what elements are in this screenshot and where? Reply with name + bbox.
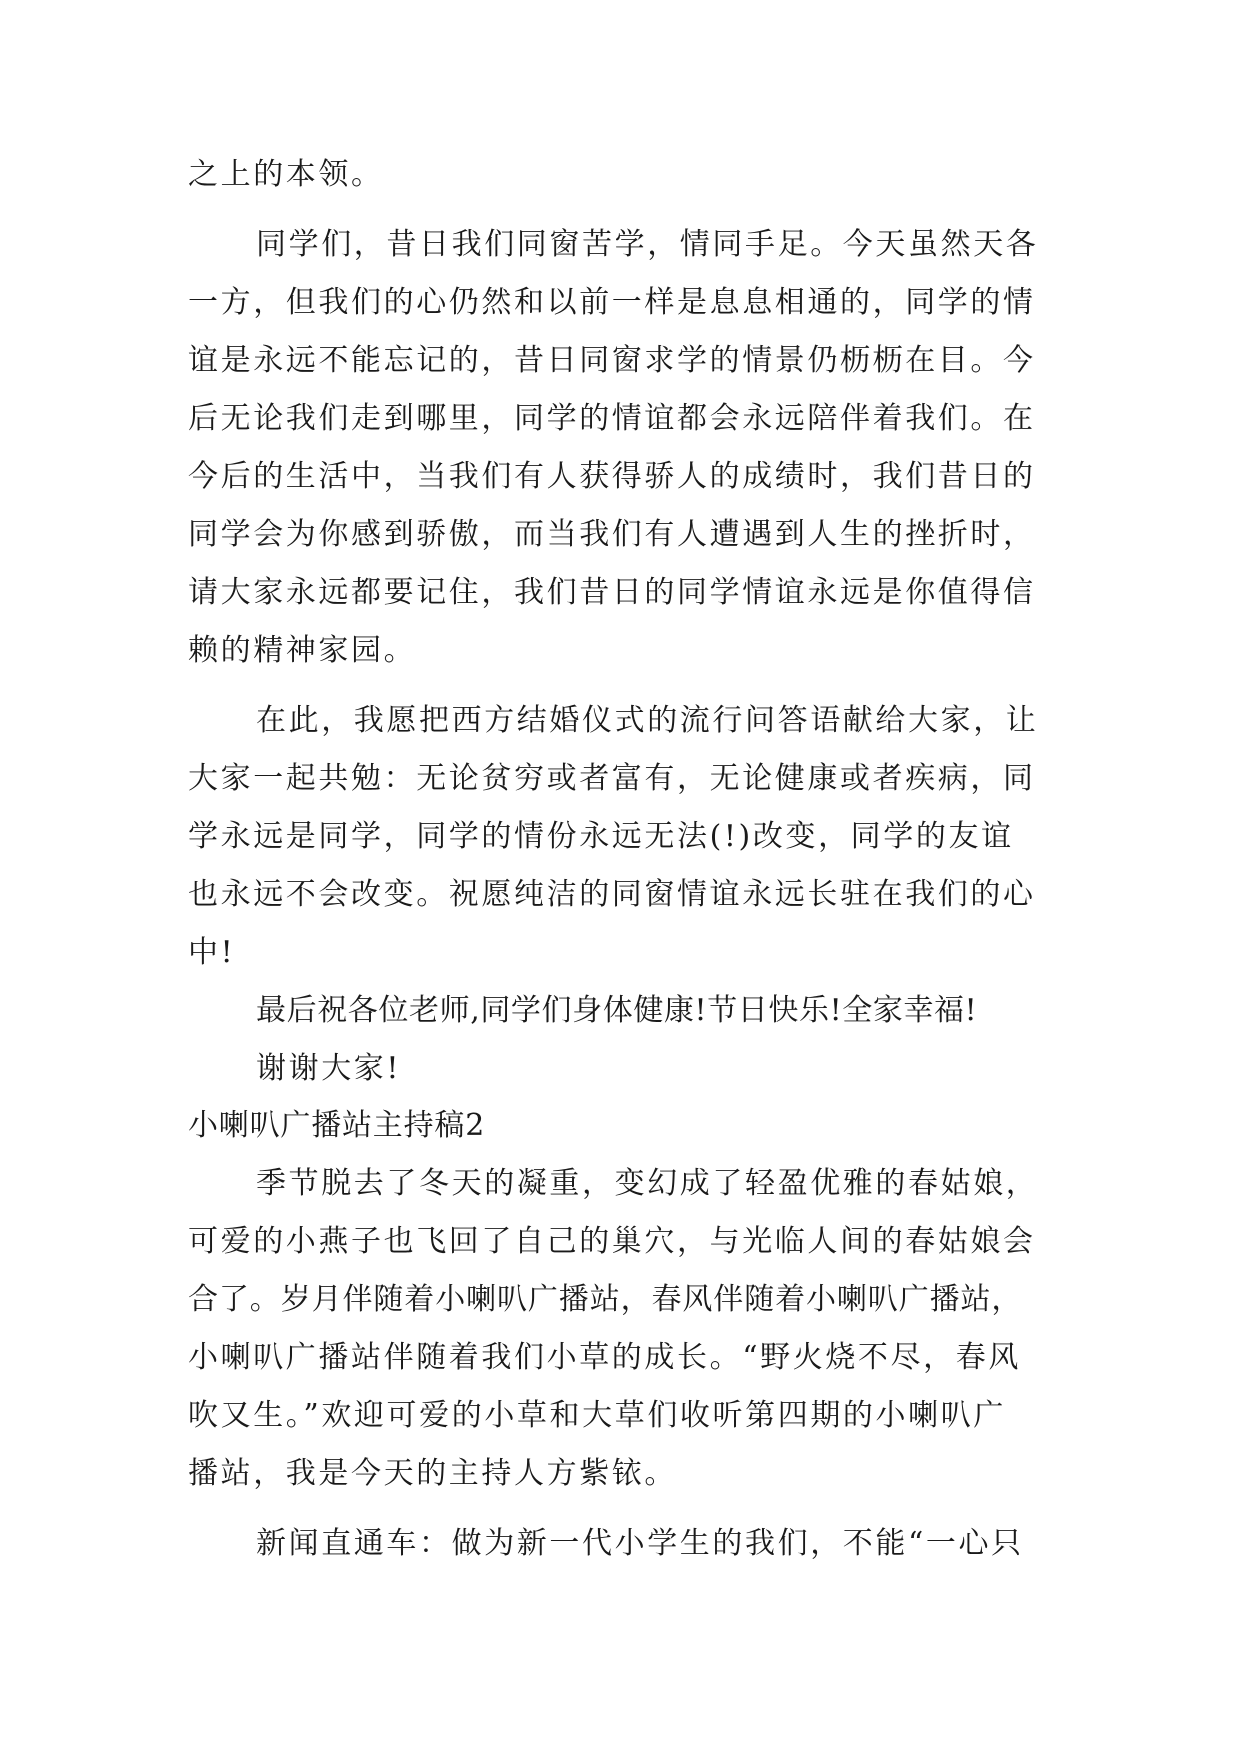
paragraph-line: 吹又生。”欢迎可爱的小草和大草们收听第四期的小喇叭广	[188, 1398, 1006, 1433]
paragraph-line: 播站，我是今天的主持人方紫铱。	[188, 1456, 677, 1491]
paragraph-line: 小喇叭广播站伴随着我们小草的成长。“野火烧不尽，春风	[188, 1340, 1021, 1375]
paragraph-line: 谊是永远不能忘记的，昔日同窗求学的情景仍枥枥在目。今	[188, 343, 1036, 378]
paragraph-line: 大家一起共勉：无论贫穷或者富有，无论健康或者疾病，同	[188, 761, 1036, 796]
paragraph-line: 新闻直通车：做为新一代小学生的我们，不能“一心只	[256, 1526, 1024, 1561]
paragraph-line: 也永远不会改变。祝愿纯洁的同窗情谊永远长驻在我们的心	[188, 877, 1036, 912]
paragraph-line: 在此，我愿把西方结婚仪式的流行问答语献给大家，让	[256, 703, 1039, 738]
paragraph-line: 之上的本领。	[188, 157, 384, 192]
paragraph-line: 谢谢大家!	[256, 1051, 402, 1086]
paragraph-line: 后无论我们走到哪里，同学的情谊都会永远陪伴着我们。在	[188, 401, 1036, 436]
paragraph-line: 今后的生活中，当我们有人获得骄人的成绩时，我们昔日的	[188, 459, 1036, 494]
paragraph-line: 可爱的小燕子也飞回了自己的巢穴，与光临人间的春姑娘会	[188, 1224, 1036, 1259]
paragraph-line: 同学会为你感到骄傲，而当我们有人遭遇到人生的挫折时，	[188, 517, 1036, 552]
paragraph-line: 最后祝各位老师,同学们身体健康!节日快乐!全家幸福!	[256, 993, 978, 1028]
paragraph-line: 一方，但我们的心仍然和以前一样是息息相通的，同学的情	[188, 285, 1036, 320]
paragraph-line: 学永远是同学，同学的情份永远无法(!)改变，同学的友谊	[188, 819, 1014, 854]
section-heading: 小喇叭广播站主持稿2	[188, 1108, 486, 1143]
paragraph-line: 赖的精神家园。	[188, 633, 417, 668]
paragraph-line: 中!	[188, 935, 236, 970]
paragraph-line: 同学们，昔日我们同窗苦学，情同手足。今天虽然天各	[256, 227, 1039, 262]
paragraph-line: 合了。岁月伴随着小喇叭广播站，春风伴随着小喇叭广播站，	[188, 1282, 1023, 1317]
paragraph-line: 季节脱去了冬天的凝重，变幻成了轻盈优雅的春姑娘，	[256, 1166, 1039, 1201]
paragraph-line: 请大家永远都要记住，我们昔日的同学情谊永远是你值得信	[188, 575, 1036, 610]
